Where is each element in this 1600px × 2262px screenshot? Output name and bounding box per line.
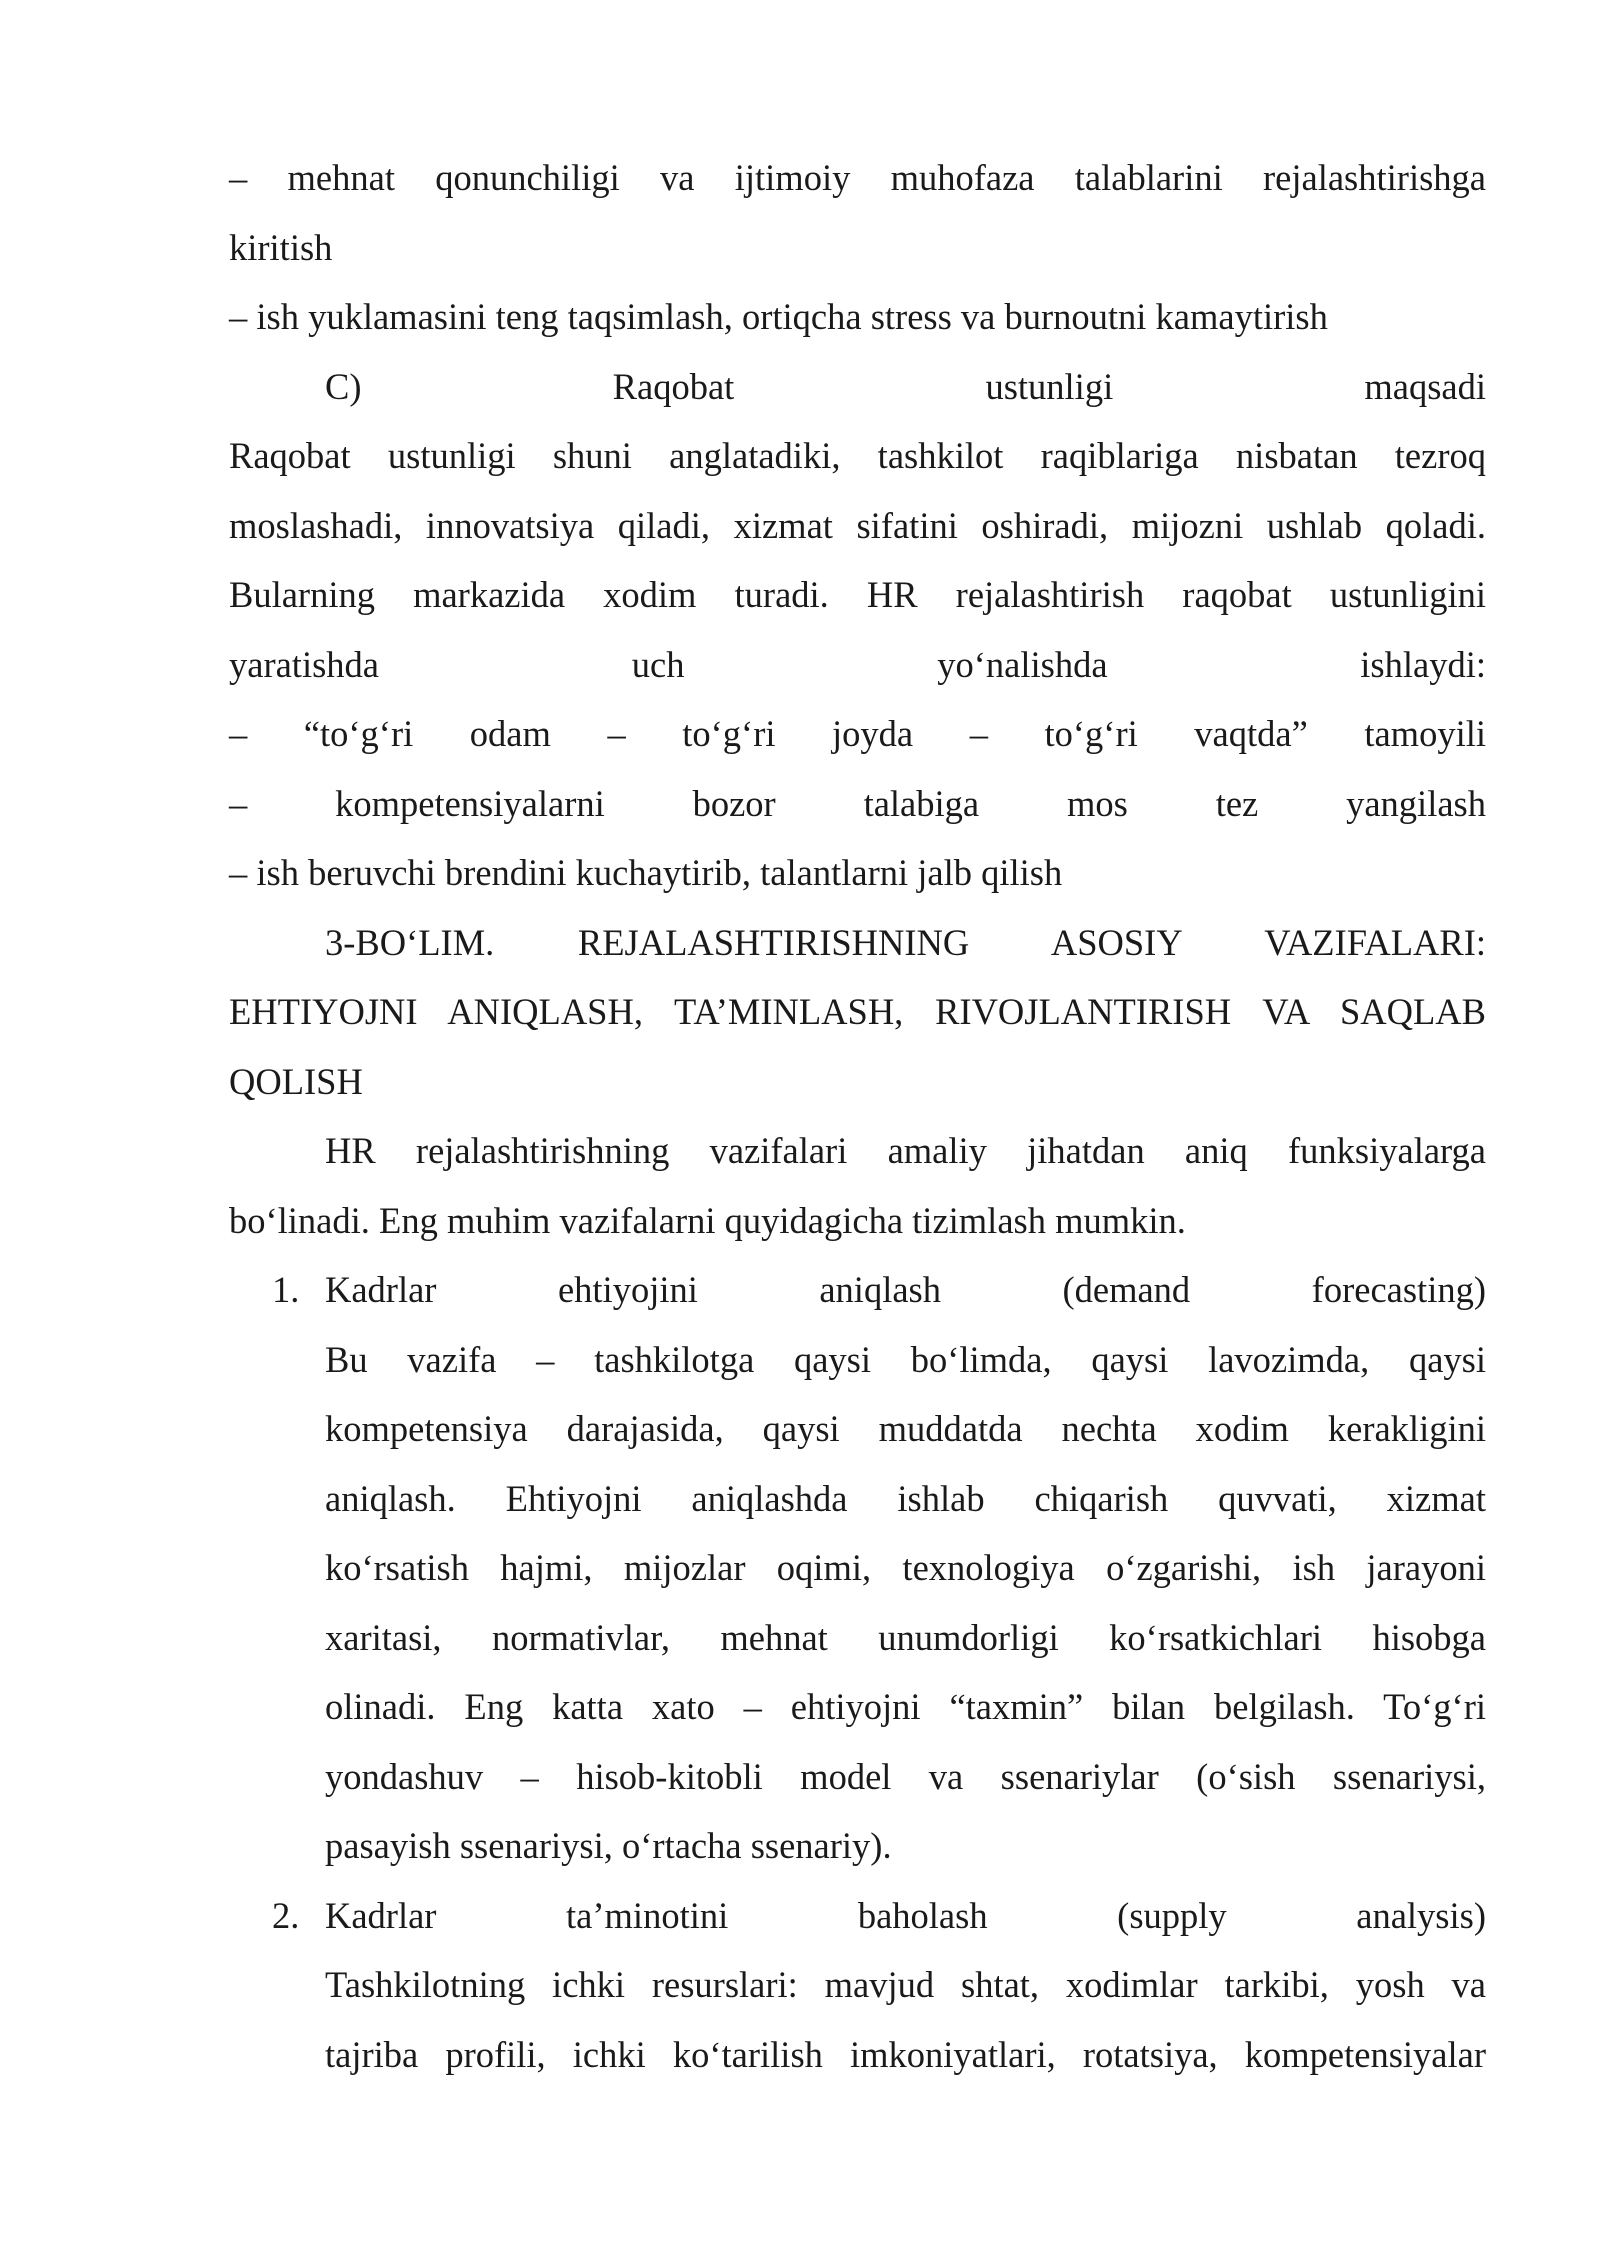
section-c	[229, 352, 1486, 908]
text-line: pasayish ssenariysi, o‘rtacha ssenariy).	[325, 1825, 892, 1866]
list-item-number: 2.	[272, 1894, 300, 1936]
list-item-title-line	[272, 1881, 1486, 1951]
list-item-number: 1.	[272, 1269, 300, 1310]
text-line: HR rejalashtirishning vazifalari amaliy jihatdan aniq funksiyalarga	[325, 1130, 1486, 1171]
text-line: ko‘rsatish hajmi, mijozlar oqimi, texnologiya o‘zgarishi, ish jarayoni	[325, 1547, 1486, 1588]
text-line: xaritasi, normativlar, mehnat unumdorligi ko‘rsatkichlari hisobga	[325, 1616, 1486, 1658]
text-line: yaratishda uch yo‘nalishda ishlaydi:	[229, 643, 1486, 685]
page-content	[229, 143, 1486, 2089]
bullet-line: – ish beruvchi brendini kuchaytirib, talantlarni jalb qilish	[229, 852, 1063, 893]
text-line: bo‘linadi. Eng muhim vazifalarni quyidagicha tizimlash mumkin.	[229, 1199, 1186, 1241]
list-item-title: Kadrlar ta’minotini baholash (supply analysis)	[325, 1894, 1486, 1936]
text-line: tajriba profili, ichki ko‘tarilish imkoniyatlari, rotatsiya, kompetensiyalar	[325, 2033, 1486, 2075]
text-line: aniqlash. Ehtiyojni aniqlashda ishlab chiqarish quvvati, xizmat	[325, 1477, 1486, 1519]
text-line: Bu vazifa – tashkilotga qaysi bo‘limda, qaysi lavozimda, qaysi	[325, 1338, 1486, 1380]
list-item-title: Kadrlar ehtiyojini aniqlash (demand forecasting)	[325, 1269, 1486, 1310]
intro-bullets	[229, 143, 1486, 352]
bullet-line: – “to‘g‘ri odam – to‘g‘ri joyda – to‘g‘ri vaqtda” tamoyili	[229, 713, 1486, 754]
section-3-heading: EHTIYOJNI ANIQLASH, TA’MINLASH, RIVOJLANTIRISH VA SAQLAB	[229, 991, 1486, 1032]
section-3-heading: 3-BO‘LIM. REJALASHTIRISHNING ASOSIY VAZIFALARI:	[325, 921, 1486, 963]
text-line: – mehnat qonunchiligi va ijtimoiy muhofaza talablarini rejalashtirishga	[229, 157, 1486, 198]
text-line: kiritish	[229, 226, 333, 268]
text-line: Tashkilotning ichki resurslari: mavjud shtat, xodimlar tarkibi, yosh va	[325, 1964, 1486, 2005]
section-3	[229, 908, 1486, 1256]
section-c-heading: C) Raqobat ustunligi maqsadi	[325, 365, 1486, 407]
text-line: yondashuv – hisob-kitobli model va ssenariylar (o‘sish ssenariysi,	[325, 1755, 1486, 1797]
list-item-title-line	[272, 1255, 1486, 1325]
section-3-heading: QOLISH	[229, 1060, 363, 1102]
text-line: kompetensiya darajasida, qaysi muddatda nechta xodim kerakligini	[325, 1408, 1486, 1449]
list-item	[272, 1881, 1486, 2090]
text-line: moslashadi, innovatsiya qiladi, xizmat sifatini oshiradi, mijozni ushlab qoladi.	[229, 504, 1486, 546]
text-line: Raqobat ustunligi shuni anglatadiki, tashkilot raqiblariga nisbatan tezroq	[229, 435, 1486, 476]
numbered-list	[272, 1255, 1486, 2089]
text-line: olinadi. Eng katta xato – ehtiyojni “taxmin” bilan belgilash. To‘g‘ri	[325, 1686, 1486, 1727]
text-line: Bularning markazida xodim turadi. HR rejalashtirish raqobat ustunligini	[229, 574, 1486, 615]
text-line: – ish yuklamasini teng taqsimlash, ortiqcha stress va burnoutni kamaytirish	[229, 296, 1328, 337]
list-item	[272, 1255, 1486, 1881]
bullet-line: – kompetensiyalarni bozor talabiga mos tez yangilash	[229, 782, 1486, 824]
